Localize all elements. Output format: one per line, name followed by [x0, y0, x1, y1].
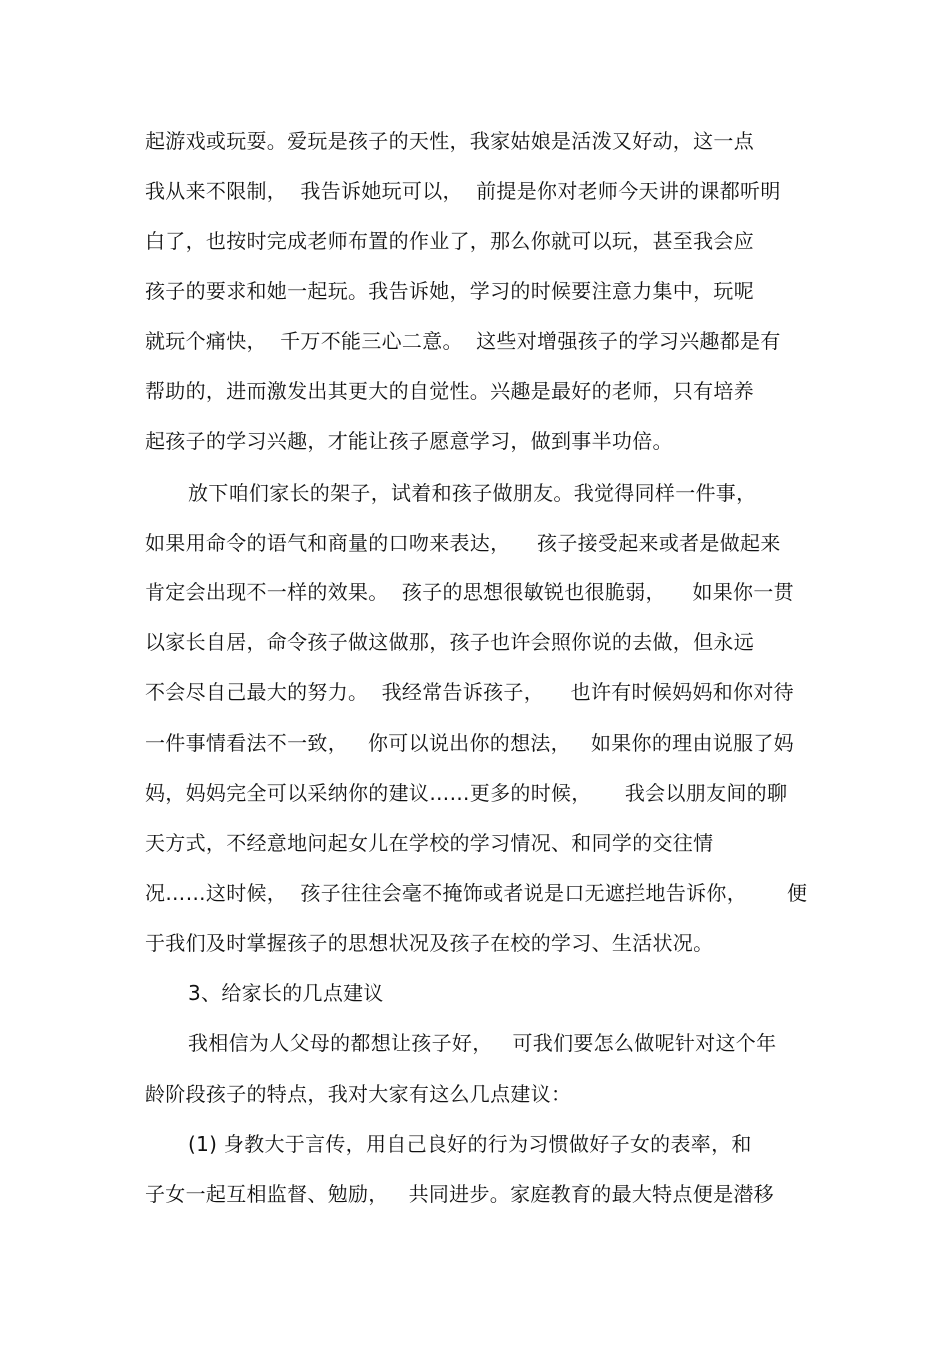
text-line: 起孩子的学习兴趣，才能让孩子愿意学习，做到事半功倍。: [145, 429, 673, 453]
text-line: 况……这时候， 孩子往往会毫不掩饰或者说是口无遮拦地告诉你， 便: [145, 881, 808, 905]
text-line: 以家长自居，命令孩子做这做那，孩子也许会照你说的去做，但永远: [145, 630, 754, 654]
paragraph-start-line: 放下咱们家长的架子，试着和孩子做朋友。我觉得同样一件事，: [188, 481, 757, 505]
text-line: 我从来不限制， 我告诉她玩可以， 前提是你对老师今天讲的课都听明: [145, 179, 781, 203]
text-line: 一件事情看法不一致， 你可以说出你的想法， 如果你的理由说服了妈: [145, 731, 794, 755]
text-line: 天方式，不经意地问起女儿在学校的学习情况、和同学的交往情: [145, 831, 714, 855]
text-line: 孩子的要求和她一起玩。我告诉她，学习的时候要注意力集中，玩呢: [145, 279, 754, 303]
text-line: 龄阶段孩子的特点，我对大家有这么几点建议：: [145, 1082, 572, 1106]
text-line: 白了，也按时完成老师布置的作业了，那么你就可以玩，甚至我会应: [145, 229, 754, 253]
text-line: 帮助的，进而激发出其更大的自觉性。兴趣是最好的老师，只有培养: [145, 379, 754, 403]
text-line: 就玩个痛快， 千万不能三心二意。 这些对增强孩子的学习兴趣都是有: [145, 329, 781, 353]
list-item-start-line: (1) 身教大于言传，用自己良好的行为习惯做好子女的表率，和: [188, 1132, 752, 1156]
text-line: 子女一起互相监督、勉励， 共同进步。家庭教育的最大特点便是潜移: [145, 1182, 774, 1206]
section-heading: 3、给家长的几点建议: [188, 981, 384, 1005]
text-line: 妈，妈妈完全可以采纳你的建议……更多的时候， 我会以朋友间的聊: [145, 781, 788, 805]
text-line: 不会尽自己最大的努力。 我经常告诉孩子， 也许有时候妈妈和你对待: [145, 680, 794, 704]
text-line: 如果用命令的语气和商量的口吻来表达， 孩子接受起来或者是做起来: [145, 531, 781, 555]
text-line: 肯定会出现不一样的效果。 孩子的思想很敏锐也很脆弱， 如果你一贯: [145, 580, 794, 604]
text-line: 于我们及时掌握孩子的思想状况及孩子在校的学习、生活状况。: [145, 931, 714, 955]
text-line: 起游戏或玩耍。爱玩是孩子的天性，我家姑娘是活泼又好动，这一点: [145, 129, 754, 153]
paragraph-start-line: 我相信为人父母的都想让孩子好， 可我们要怎么做呢针对这个年: [188, 1031, 777, 1055]
